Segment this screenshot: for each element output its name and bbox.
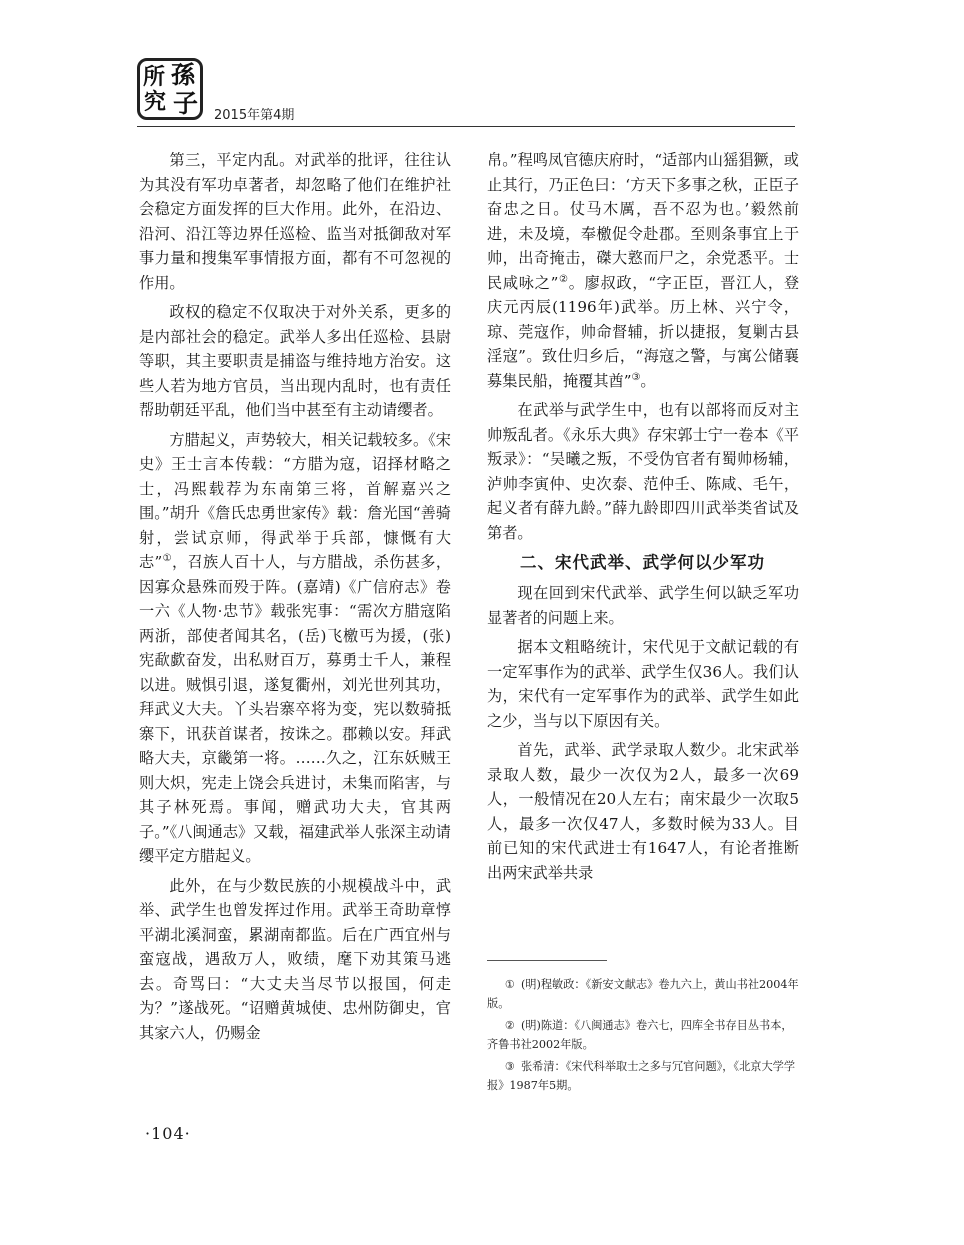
footnote-mark: ③ — [504, 1060, 515, 1073]
paragraph — [139, 428, 451, 869]
paragraph-text: 方腊起义，声势较大，相关记载较多。《宋史》王士言本传载：“方腊为寇，诏择材略之士，冯熙载荐为东南第三将，首解嘉兴之围。”胡升《詹氏忠勇世家传》载：詹光国“善骑射，尝试京师，得武举于兵部，慷慨有大志” — [139, 430, 451, 571]
paragraph: 首先，武举、武学录取人数少。北宋武举录取人数，最少一次仅为2人，最多一次69人，一般情况在20人左右；南宋最少一次取5人，最多一次仅47人，多数时候为33人。目前已知的宋代武进士有1647人，有论者推断出两宋武举共录 — [487, 741, 799, 882]
paragraph: 现在回到宋代武举、武学生何以缺乏军功显著者的问题上来。 — [487, 584, 799, 627]
issue-label: 2015年第4期 — [214, 108, 295, 123]
footnote-mark: ② — [504, 1019, 515, 1032]
footnote — [487, 1057, 799, 1095]
paragraph-text: 。廖叔政，“字正臣，晋江人，登庆元丙辰(1196年)武举。历上林、兴宁令，琼、莞寇作，帅命督辅，折以捷报，复剿古县淫寇”。致仕归乡后，“海寇之警，与寓公储襄募集民船，掩覆其酋” — [487, 273, 800, 390]
logo-char: 孫 — [171, 61, 195, 89]
footnote-divider — [487, 960, 607, 961]
paragraph: 政权的稳定不仅取决于对外关系，更多的是内部社会的稳定。武举人多出任巡检、县尉等职，其主要职责是捕盗与维持地方治安。这些人若为地方官员，当出现内乱时，也有责任帮助朝廷平乱，他们当中甚至有主动请缨者。 — [139, 303, 451, 419]
paragraph-text: 帛。”程鸣凤官德庆府时，“适部内山猺猖獗，或止其行，乃正色曰：‘方天下多事之秋，正臣子奋忠之日。仗马木厲，吾不忍为也。’毅然前进，未及境，奉檄促令赴郡。至则条事宜上于帅，出奇掩击，磔大憝而尸之，余党悉平。士民咸咏之” — [487, 151, 799, 292]
right-column — [487, 148, 799, 890]
footnote-text: 张希清：《宋代科举取士之多与冗官问题》，《北京大学学报》1987年5期。 — [487, 1060, 796, 1092]
paragraph: 在武举与武学生中，也有以部将而反对主帅叛乱者。《永乐大典》存宋郭士宁一卷本《平叛录》：“吴曦之叛，不受伪官者有蜀帅杨辅，泸帅李寅仲、史次泰、范仲壬、陈咸、毛午，起义者有薛九龄。”薛九龄即四川武举类省试及第者。 — [487, 401, 799, 542]
header-divider — [137, 126, 795, 127]
footnote — [487, 1016, 799, 1054]
paragraph-text: ，召族人百十人，与方腊战，杀伤甚多，因寡众悬殊而殁于阵。(嘉靖)《广信府志》卷一六《人物·忠节》载张宪事：“需次方腊寇陷两浙，部使者闻其名，(岳)飞檄丐为援，(张)宪歃歔奋发，出私财百万，募勇士千人，兼程以进。贼惧引退，遂复衢州，刘光世列其功，拜武义大夫。丫头岩寨卒将为变，宪以数骑抵寨下，讯获首谋者，按诛之。郡赖以安。拜武略大夫，京畿第一将。……久之，江东妖贼王则大炽，宪走上饶会兵进讨，未集而陷害，与其子林死焉。事闻，赠武功大夫，官其两子。”《八闽通志》又载，福建武举人张深主动请缨平定方腊起义。 — [139, 553, 452, 865]
footnote-text: (明)陈道：《八闽通志》卷六七，四库全书存目丛书本，齐鲁书社2002年版。 — [487, 1019, 793, 1051]
paragraph: 据本文粗略统计，宋代见于文献记载的有一定军事作为的武举、武学生仅36人。我们认为，宋代有一定军事作为的武举、武学生如此之少，当与以下原因有关。 — [487, 638, 799, 730]
paragraph: 此外，在与少数民族的小规模战斗中，武举、武学生也曾发挥过作用。武举王奇助章惇平湖北溪洞蛮，累湖南都监。后在广西宜州与蛮寇战，遇敌万人，败绩，麾下劝其策马逃去。奇骂曰：“大丈夫当尽节以报国，何走为？”遂战死。“诏赠黄城使、忠州防御史，官其家六人，仍赐金 — [139, 876, 451, 1042]
page-number: ·104· — [145, 1124, 191, 1143]
journal-logo — [137, 58, 203, 120]
paragraph: 第三，平定内乱。对武举的批评，往往认为其没有军功卓著者，却忽略了他们在维护社会稳定方面发挥的巨大作用。此外，在沿边、沿河、沿江等边界任巡检、监当对抵御敌对军事力量和搜集军事情报方面，都有不可忽视的作用。 — [139, 151, 451, 292]
footnotes — [487, 975, 799, 1098]
footnote-mark: ① — [504, 978, 515, 991]
logo-char: 所 — [143, 65, 166, 90]
footnote — [487, 975, 799, 1013]
footnote-ref[interactable]: ② — [558, 273, 569, 285]
footnote-ref[interactable]: ③ — [631, 371, 641, 383]
paragraph — [487, 148, 799, 393]
logo-char: 子 — [173, 89, 199, 118]
footnote-text: (明)程敏政：《新安文献志》卷九六上，黄山书社2004年版。 — [487, 978, 799, 1010]
footnote-ref[interactable]: ① — [162, 552, 172, 564]
left-column — [139, 148, 451, 1050]
section-heading: 二、宋代武举、武学何以少军功 — [520, 553, 765, 572]
logo-char: 究 — [144, 90, 167, 115]
paragraph-text: 。 — [640, 371, 656, 390]
